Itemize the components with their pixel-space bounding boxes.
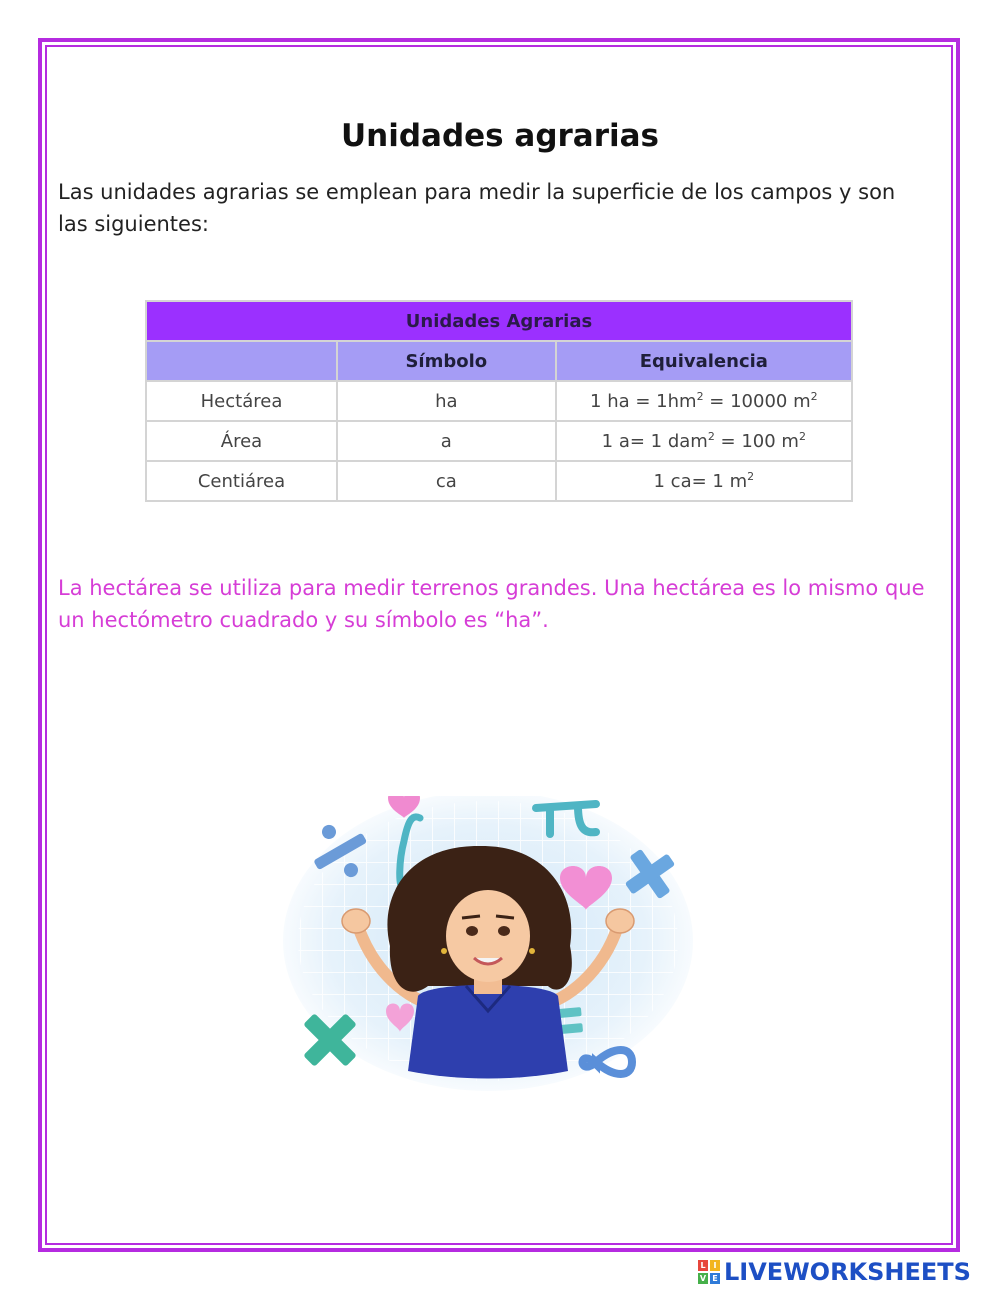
page-title: Unidades agrarias — [340, 118, 660, 154]
cell-symbol: ca — [337, 461, 556, 501]
cell-equivalence: 1 ca= 1 $m^2$ — [556, 461, 852, 501]
cell-equivalence: 1 ha = $1hm^2 = 10000$ $m^2$ — [556, 381, 852, 421]
table-row — [146, 461, 852, 501]
table-header-row — [146, 341, 852, 381]
table-row — [146, 421, 852, 461]
cell-symbol: ha — [337, 381, 556, 421]
cell-unit: Centiárea — [146, 461, 337, 501]
logo-text: LIVEWORKSHEETS — [724, 1258, 971, 1286]
intro-paragraph: Las unidades agrarias se emplean para medir la superficie de los campos y son las siguientes: — [58, 180, 896, 236]
units-table — [145, 300, 853, 502]
liveworksheets-logo[interactable] — [698, 1258, 971, 1286]
face — [446, 890, 530, 982]
logo-mark-icon: L I V E — [698, 1260, 720, 1284]
cell-equivalence: 1 a= 1 dam$^2$ = 100 $m^2$ — [556, 421, 852, 461]
cell-unit: Hectárea — [146, 381, 337, 421]
cell-symbol: a — [337, 421, 556, 461]
header-symbol: Símbolo — [337, 341, 556, 381]
teacher-math-illustration — [278, 796, 698, 1096]
cell-unit: Área — [146, 421, 337, 461]
hectare-note: La hectárea se utiliza para medir terrenos grandes. Una hectárea es lo mismo que un hectómetro cuadrado y su símbolo es “ha”. — [58, 576, 925, 632]
header-equivalence: Equivalencia — [556, 341, 852, 381]
table-row — [146, 381, 852, 421]
table-caption: Unidades Agrarias — [146, 301, 852, 341]
header-unit — [146, 341, 337, 381]
